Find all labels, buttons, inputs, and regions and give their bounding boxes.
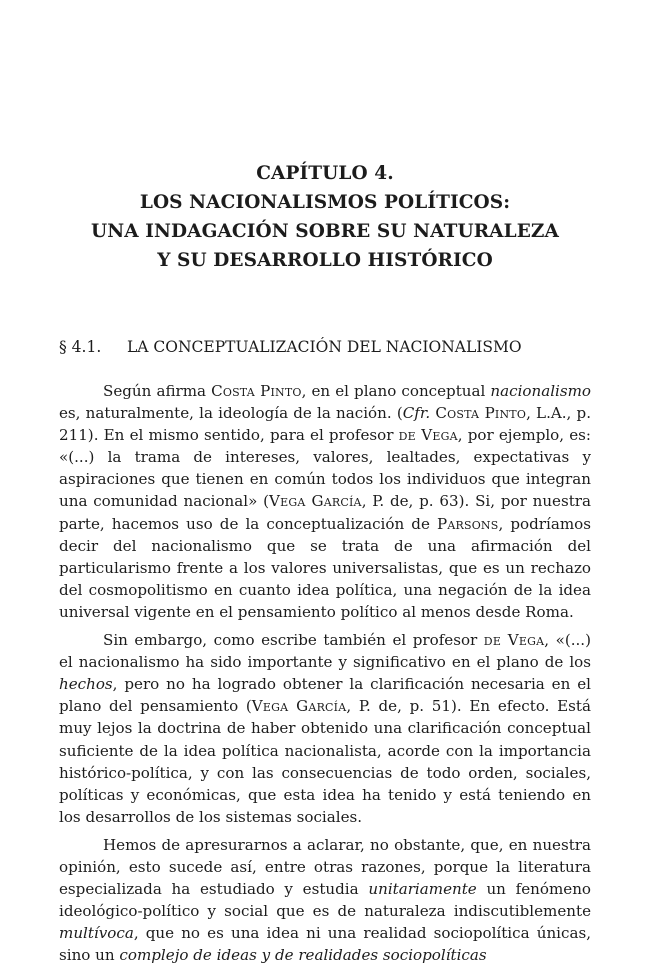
text-run: es, naturalmente, la ideología de la nación. ( bbox=[59, 404, 403, 423]
author-name: Costa Pinto bbox=[435, 404, 527, 423]
text-run: , que no es una idea ni una realidad sociopolítica únicas, sino un bbox=[59, 924, 591, 965]
author-name: Vega García bbox=[251, 697, 347, 716]
chapter-number: CAPÍTULO 4. bbox=[256, 163, 394, 184]
author-name: Parsons bbox=[437, 514, 499, 533]
emphasis: complejo de ideas y de realidades sociopolíticas bbox=[119, 946, 487, 965]
text-run: un fenómeno ideológico-político y social que es de naturaleza indiscutiblemente bbox=[59, 880, 591, 921]
emphasis: Cfr. bbox=[402, 404, 431, 423]
section-heading bbox=[59, 337, 522, 357]
author-name: Costa Pinto bbox=[211, 382, 302, 400]
text-run: , por ejemplo, es: «(...) la trama de intereses, valores, lealtades, expectativas y aspiraciones que tienen en común todos los individuos que integran una comunidad nacional» ( bbox=[59, 426, 591, 511]
text-run: Según afirma bbox=[103, 382, 212, 400]
paragraph bbox=[59, 834, 591, 966]
chapter-title-line: Y SU DESARROLLO HISTÓRICO bbox=[157, 250, 493, 271]
section-title: LA CONCEPTUALIZACIÓN DEL NACIONALISMO bbox=[127, 338, 522, 356]
author-name: de Vega bbox=[398, 426, 458, 445]
paragraph bbox=[59, 380, 591, 623]
text-run: Sin embargo, como escribe también el profesor bbox=[103, 631, 484, 650]
text-run: , L.A., p. 211). En el mismo sentido, para el profesor bbox=[59, 404, 592, 445]
paragraph bbox=[59, 629, 591, 828]
emphasis: multívoca bbox=[59, 924, 134, 943]
text-run: , podríamos decir del nacionalismo que se trata de una afirmación del particularismo frente a los valores universalistas, que es un rechazo del cosmopolitismo en cuanto idea política, una negación de la idea universal vigente en el pensamiento político al menos desde Roma. bbox=[59, 514, 591, 621]
emphasis: unitariamente bbox=[368, 880, 477, 899]
author-name: Vega García bbox=[269, 492, 362, 511]
text-run: , «(...) el nacionalismo ha sido importante y significativo en el plano de los bbox=[59, 631, 591, 672]
text-run: , P. de, p. 63). Si, por nuestra parte, hacemos uso de la conceptualización de bbox=[59, 492, 591, 533]
chapter-title-line: LOS NACIONALISMOS POLÍTICOS: bbox=[139, 192, 511, 213]
emphasis: hechos bbox=[59, 675, 113, 694]
emphasis: nacionalismo bbox=[490, 382, 591, 400]
section-number: § 4.1. bbox=[59, 338, 102, 356]
body-text bbox=[59, 380, 591, 966]
text-run: Hemos de apresurarnos a aclarar, no obstante, que, en nuestra opinión, esto sucede así, entre otras razones, porque la literatura especializada ha estudiado y estudia bbox=[59, 835, 591, 899]
chapter-title bbox=[60, 159, 590, 275]
text-run: , pero no ha logrado obtener la clarificación necesaria en el plano del pensamiento ( bbox=[59, 675, 591, 716]
chapter-title-line: UNA INDAGACIÓN SOBRE SU NATURALEZA bbox=[90, 221, 559, 242]
text-run: , en el plano conceptual bbox=[301, 382, 491, 400]
author-name: de Vega bbox=[483, 631, 545, 650]
text-run: , P. de, p. 51). En efecto. Está muy lejos la doctrina de haber obtenido una clarificación conceptual suficiente de la idea política nacionalista, acorde con la importancia histórico-política, y con las consecuencias de todo orden, sociales, políticas y económicas, que esta idea ha tenido y está teniendo en los desarrollos de los sistemas sociales. bbox=[59, 697, 591, 826]
